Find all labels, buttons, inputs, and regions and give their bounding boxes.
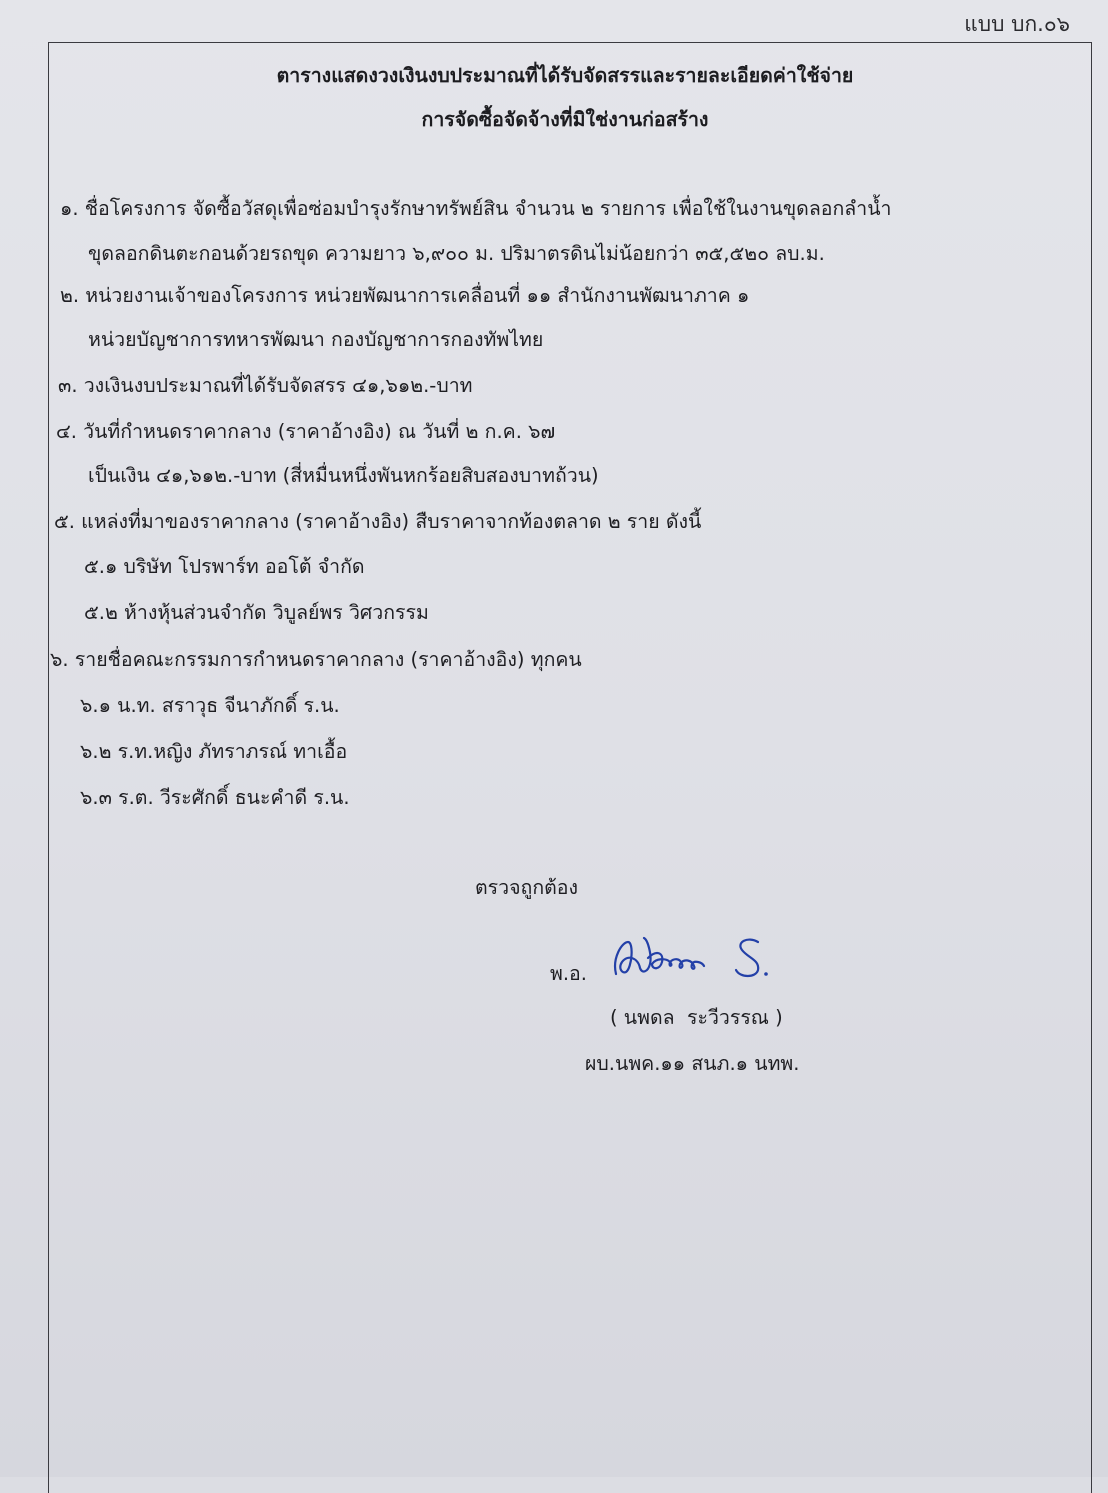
signer-name: ( นพดล ระวีวรรณ ) bbox=[610, 1006, 783, 1029]
item-1-project-name: ๑. ชื่อโครงการ จัดซื้อวัสดุเพื่อซ่อมบำรุงรักษาทรัพย์สิน จำนวน ๒ รายการ เพื่อใช้ในงานขุดลอกลำน้ำ bbox=[60, 197, 892, 220]
item-1-project-detail: ขุดลอกดินตะกอนด้วยรถขุด ความยาว ๖,๙๐๐ ม. ปริมาตรดินไม่น้อยกว่า ๓๕,๕๒๐ ลบ.ม. bbox=[88, 242, 825, 265]
signer-position: ผบ.นพค.๑๑ สนภ.๑ นทพ. bbox=[585, 1052, 800, 1075]
form-code: แบบ บก.๐๖ bbox=[964, 12, 1070, 36]
item-2-owner-command: หน่วยบัญชาการทหารพัฒนา กองบัญชาการกองทัพไทย bbox=[88, 328, 544, 351]
item-6-member-2: ๖.๒ ร.ท.หญิง ภัทราภรณ์ ทาเอื้อ bbox=[80, 740, 348, 763]
signer-rank: พ.อ. bbox=[550, 962, 587, 985]
item-6-member-1: ๖.๑ น.ท. สราวุธ จีนาภักดิ์ ร.น. bbox=[80, 694, 340, 717]
item-5-price-source: ๕. แหล่งที่มาของราคากลาง (ราคาอ้างอิง) สืบราคาจากท้องตลาด ๒ ราย ดังนี้ bbox=[54, 510, 702, 533]
document-title-line-1: ตารางแสดงวงเงินงบประมาณที่ได้รับจัดสรรและรายละเอียดค่าใช้จ่าย bbox=[276, 64, 854, 87]
item-6-committee: ๖. รายชื่อคณะกรรมการกำหนดราคากลาง (ราคาอ้างอิง) ทุกคน bbox=[50, 648, 582, 671]
item-4-amount: เป็นเงิน ๔๑,๖๑๒.-บาท (สี่หมื่นหนึ่งพันหกร้อยสิบสองบาทถ้วน) bbox=[88, 464, 599, 487]
item-2-owner-unit: ๒. หน่วยงานเจ้าของโครงการ หน่วยพัฒนาการเคลื่อนที่ ๑๑ สำนักงานพัฒนาภาค ๑ bbox=[60, 284, 750, 307]
document-title-line-2: การจัดซื้อจัดจ้างที่มิใช่งานก่อสร้าง bbox=[421, 108, 709, 131]
handwritten-signature bbox=[608, 928, 788, 988]
verified-label: ตรวจถูกต้อง bbox=[475, 876, 579, 899]
item-3-budget: ๓. วงเงินงบประมาณที่ได้รับจัดสรร ๔๑,๖๑๒.-บาท bbox=[58, 374, 473, 397]
item-5-source-2: ๕.๒ ห้างหุ้นส่วนจำกัด วิบูลย์พร วิศวกรรม bbox=[84, 601, 429, 624]
item-5-source-1: ๕.๑ บริษัท โปรพาร์ท ออโต้ จำกัด bbox=[84, 555, 365, 578]
item-6-member-3: ๖.๓ ร.ต. วีระศักดิ์ ธนะคำดี ร.น. bbox=[80, 786, 350, 809]
item-4-reference-date: ๔. วันที่กำหนดราคากลาง (ราคาอ้างอิง) ณ วันที่ ๒ ก.ค. ๖๗ bbox=[56, 420, 556, 443]
